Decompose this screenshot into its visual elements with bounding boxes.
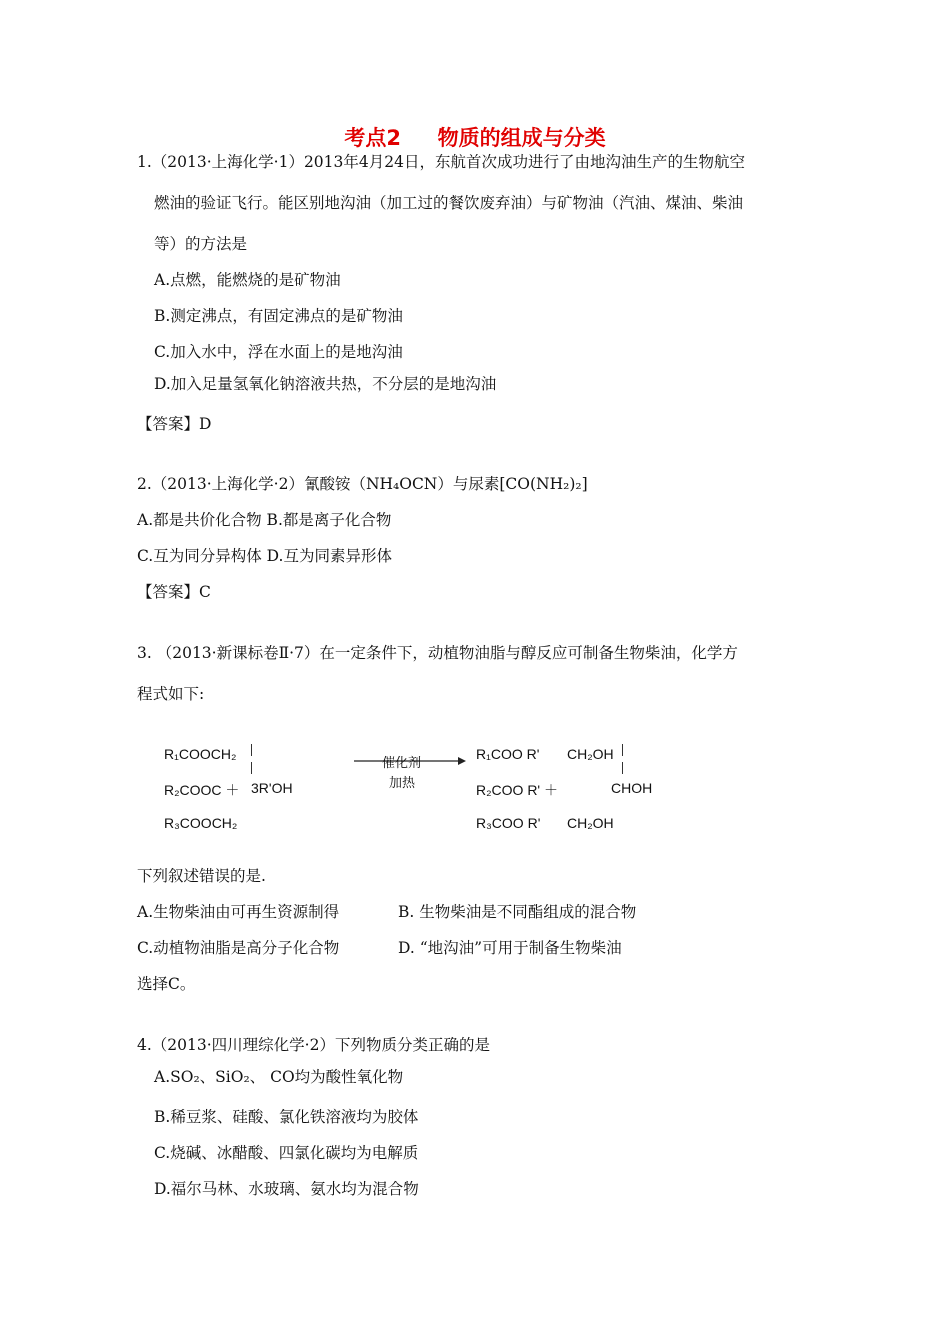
q3-stem-line2: 程式如下:: [137, 685, 205, 703]
q4-option-d: D.福尔马林、水玻璃、氨水均为混合物: [154, 1180, 419, 1198]
q3-option-c: C.动植物油脂是高分子化合物: [137, 939, 340, 957]
bond-line: [622, 744, 623, 756]
q3-option-b: B. 生物柴油是不同酯组成的混合物: [398, 903, 637, 921]
q4-option-a: A.SO₂、SiO₂、 CO均为酸性氧化物: [154, 1068, 404, 1086]
q4-option-b: B.稀豆浆、硅酸、氯化铁溶液均为胶体: [154, 1108, 419, 1126]
catalyst-label: 催化剂: [382, 755, 422, 770]
glycerol-line2: CHOH: [611, 780, 653, 796]
q2-answer: 【答案】C: [137, 583, 211, 601]
q1-option-c: C.加入水中，浮在水面上的是地沟油: [154, 343, 403, 361]
q3-option-d: D. “地沟油”可用于制备生物柴油: [398, 939, 622, 957]
q3-stem-line1: 3. （2013·新课标卷Ⅱ·7）在一定条件下，动植物油脂与醇反应可制备生物柴油，化学方: [137, 644, 738, 662]
q2-stem: 2.（2013·上海化学·2）氰酸铵（NH₄OCN）与尿素[CO(NH₂)₂]: [137, 475, 588, 493]
page-title: 考点2 物质的组成与分类: [344, 126, 606, 150]
q1-option-a: A.点燃，能燃烧的是矿物油: [154, 271, 341, 289]
q3-question: 下列叙述错误的是.: [137, 867, 266, 885]
q3-answer: 选择C。: [137, 975, 196, 993]
q1-stem-line3: 等）的方法是: [154, 235, 248, 253]
equation-left-line3: R₃COOCH₂: [164, 815, 238, 831]
q4-option-c: C.烧碱、冰醋酸、四氯化碳均为电解质: [154, 1144, 419, 1162]
q1-stem-line2: 燃油的验证飞行。能区别地沟油（加工过的餐饮废弃油）与矿物油（汽油、煤油、柴油: [154, 194, 744, 212]
bond-line: [622, 762, 623, 774]
q2-options-ab: A.都是共价化合物 B.都是离子化合物: [137, 511, 392, 529]
equation-right-line3: R₃COO R': [476, 815, 541, 831]
bond-line: [251, 762, 252, 774]
equation-left-line1: R₁COOCH₂: [164, 746, 237, 762]
q3-option-a: A.生物柴油由可再生资源制得: [137, 903, 340, 921]
equation-left-line2: R₂COOC ＋: [164, 782, 240, 798]
equation-right-line2: R₂COO R' ＋: [476, 782, 558, 798]
equation-reagent: 3R'OH: [251, 780, 293, 796]
heat-label: 加热: [389, 775, 416, 790]
q4-stem: 4.（2013·四川理综化学·2）下列物质分类正确的是: [137, 1036, 490, 1054]
bond-line: [251, 744, 252, 756]
q2-options-cd: C.互为同分异构体 D.互为同素异形体: [137, 547, 392, 565]
q1-stem-line1: 1.（2013·上海化学·1）2013年4月24日，东航首次成功进行了由地沟油生产的生物航空: [137, 153, 745, 171]
equation-right-line1: R₁COO R': [476, 746, 540, 762]
q1-option-b: B.测定沸点，有固定沸点的是矿物油: [154, 307, 403, 325]
q1-option-d: D.加入足量氢氧化钠溶液共热，不分层的是地沟油: [154, 375, 497, 393]
q1-answer: 【答案】D: [137, 415, 212, 433]
glycerol-line1: CH₂OH: [567, 746, 614, 762]
glycerol-line3: CH₂OH: [567, 815, 614, 831]
